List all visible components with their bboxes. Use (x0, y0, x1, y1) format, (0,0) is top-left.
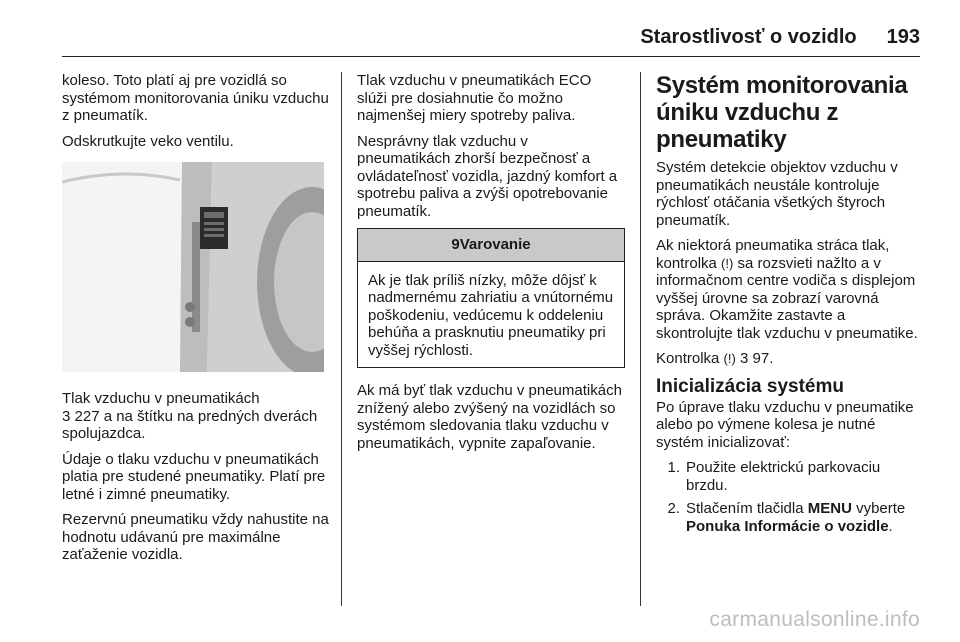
column-right (656, 72, 924, 541)
warning-icon: 9 (451, 236, 460, 253)
page-number: 193 (886, 25, 920, 48)
tire-pressure-warning-icon: (!) (721, 255, 734, 271)
list-item: 1. Použite elektrickú parkovaciu brzdu. (667, 459, 881, 494)
section-heading: Systém monitorovania úniku vzduchu z pneumatiky (656, 72, 908, 153)
paragraph: Nesprávny tlak vzduchu v pneumatikách zhorší bezpečnosť a ovládateľnosť vozidla, jazdný komfort a spotrebu paliva a zvýši opotrebovanie pneumatík. (357, 132, 618, 220)
paragraph: Systém detekcie objektov vzduchu v pneumatikách neustále kontroluje rýchlosť otáčania všetkých štyroch pneumatík. (656, 159, 898, 229)
reference-icon: 3 (62, 407, 71, 425)
reference-icon: 3 (740, 350, 749, 367)
paragraph: Kontrolka (!) 3 97. (656, 350, 774, 367)
list-item: 2. Stlačením tlačidla MENU vyberte Ponuka Informácie o vozidle. (667, 500, 906, 535)
paragraph: Rezervnú pneumatiku vždy nahustite na hodnotu udávanú pre maximálne zaťaženie vozidla. (62, 511, 329, 563)
subheading: Inicializácia systému (656, 375, 844, 397)
paragraph: Tlak vzduchu v pneumatikách ECO slúži pre dosiahnutie čo možno najmenšej miery spotreby paliva. (357, 72, 592, 124)
tire-pressure-warning-icon: (!) (723, 351, 736, 366)
watermark: carmanualsonline.info (709, 608, 920, 631)
paragraph: Údaje o tlaku vzduchu v pneumatikách platia pre studené pneumatiky. Platí pre letné i zimné pneumatiky. (62, 450, 326, 503)
warning-box (357, 228, 625, 368)
paragraph: Ak má byť tlak vzduchu v pneumatikách znížený alebo zvýšený na vozidlách so systémom sledovania tlaku vzduchu v pneumatikách, vypnite zapaľovanie. (357, 382, 622, 452)
menu-button-label: MENU (807, 500, 852, 517)
paragraph: Po úprave tlaku vzduchu v pneumatike alebo po výmene kolesa je nutné systém inicializovať: (656, 398, 914, 451)
column-left (62, 72, 330, 572)
warning-title: Varovanie (459, 236, 531, 253)
paragraph: koleso. Toto platí aj pre vozidlá so systémom monitorovania úniku vzduchu z pneumatík. (62, 72, 329, 124)
door-label-photo (62, 162, 324, 372)
paragraph: Ak niektorá pneumatika stráca tlak, kontrolka (!) sa rozsvieti nažlto a v informačnom centre vodiča s displejom vyššej úrovne sa zobrazí varovná správa. Okamžite zastavte a skontrolujte tlak vzduchu v pneumatike. (656, 237, 918, 342)
steps-list (656, 459, 924, 535)
column-divider (640, 72, 641, 606)
section-title: Starostlivosť o vozidlo (640, 25, 857, 48)
warning-text: Ak je tlak príliš nízky, môže dôjsť k nadmernému zahriatiu a vnútornému poškodeniu, vedúcemu k oddeleniu behúňa a prasknutiu pneumatiky pri vyššej rýchlosti. (368, 271, 614, 359)
column-divider (341, 72, 342, 606)
page-header (62, 18, 920, 57)
paragraph: Odskrutkujte veko ventilu. (62, 132, 234, 150)
paragraph: Tlak vzduchu v pneumatikách 3 227 a na štítku na predných dverách spolujazdca. (62, 390, 318, 442)
warning-header (358, 229, 624, 262)
column-middle (357, 72, 625, 460)
menu-entry-label: Ponuka Informácie o vozidle (686, 517, 889, 535)
